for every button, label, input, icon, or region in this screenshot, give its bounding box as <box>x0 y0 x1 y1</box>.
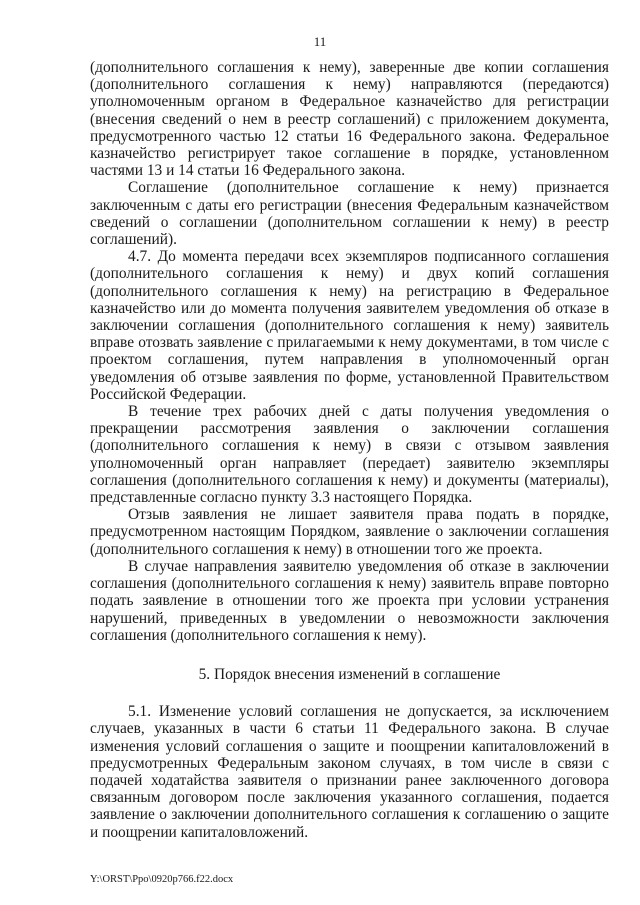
paragraph-4-7: 4.7. До момента передачи всех экземпляров подписанного соглашения (дополнительного соглашения к нему) и двух копий соглашения (дополнительного соглашения к нему) на регистрацию в Федеральное казначейство или до момента получения заявителем уведомления об отказе в заключении соглашения (дополнительного соглашения к нему) заявитель вправе отозвать заявление с прилагаемыми к нему документами, в том числе с проектом соглашения, путем направления в уполномоченный орган уведомления об отзыве заявления по форме, установленной Правительством Российской Федерации. <box>90 248 609 403</box>
footer-file-path: Y:\ORST\Ppo\0920p766.f22.docx <box>90 874 234 885</box>
document-body <box>90 59 609 841</box>
paragraph-refusal: В случае направления заявителю уведомления об отказе в заключении соглашения (дополнительного соглашения к нему) заявитель вправе повторно подать заявление в отношении того же проекта при условии устранения нарушений, приведенных в уведомлении о невозможности заключения соглашения (дополнительного соглашения к нему). <box>90 557 609 644</box>
paragraph-continuation: (дополнительного соглашения к нему), заверенные две копии соглашения (дополнительного соглашения к нему) направляются (передаются) уполномоченным органом в Федеральное казначейство для регистрации (внесения сведений о нем в реестр соглашений) с приложением документа, предусмотренного частью 12 статьи 16 Федерального закона. Федеральное казначейство регистрирует такое соглашение в порядке, установленном частями 13 и 14 статьи 16 Федерального закона. <box>90 59 609 180</box>
paragraph-three-days: В течение трех рабочих дней с даты получения уведомления о прекращении рассмотрения заявления о заключении соглашения (дополнительного соглашения к нему) в связи с отзывом заявления уполномоченный орган направляет (передает) заявителю экземпляры соглашения (дополнительного соглашения к нему) и документы (материалы), представленные согласно пункту 3.3 настоящего Порядка. <box>90 403 609 507</box>
section-title: 5. Порядок внесения изменений в соглашение <box>198 665 501 683</box>
page-number: 11 <box>313 34 327 49</box>
paragraph-agreement-registration: Соглашение (дополнительное соглашение к нему) признается заключенным с даты его регистрации (внесения Федеральным казначейством сведений о соглашении (дополнительном соглашении к нему) в реестр соглашений). <box>90 179 609 249</box>
paragraph-withdrawal: Отзыв заявления не лишает заявителя права подать в порядке, предусмотренном настоящим Порядком, заявление о заключении соглашения (дополнительного соглашения к нему) в отношении того же проекта. <box>90 506 609 558</box>
paragraph-5-1: 5.1. Изменение условий соглашения не допускается, за исключением случаев, указанных в части 6 статьи 11 Федерального закона. В случае изменения условий соглашения о защите и поощрении капиталовложений в предусмотренных Федеральным законом случаях, в том числе в связи с подачей ходатайства заявителя о признании ранее заключенного договора связанным договором после заключения указанного соглашения, подается заявление о заключении дополнительного соглашения к соглашению о защите и поощрении капиталовложений. <box>90 703 609 841</box>
